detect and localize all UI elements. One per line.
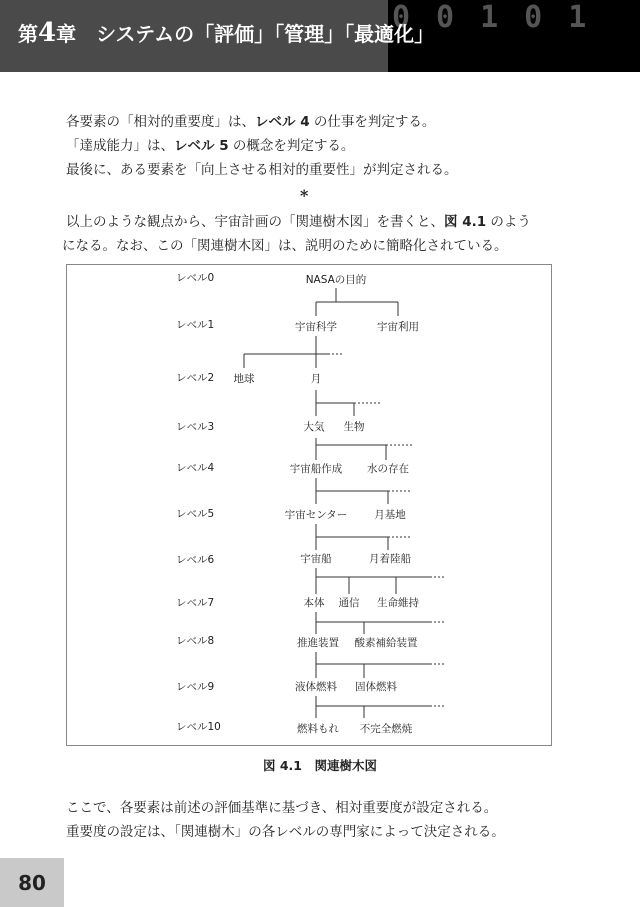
paragraph-3: 最後に、ある要素を「向上させる相対的重要性」が判定される。 xyxy=(66,162,458,178)
node-spacecraft-building: 宇宙船作成 xyxy=(289,463,343,475)
chapter-suffix: 章 xyxy=(56,22,77,46)
level-label-8: レベル8 xyxy=(176,635,215,647)
paragraph-6: 重要度の設定は、「関連樹木」の各レベルの専門家によって決定される。 xyxy=(66,824,505,840)
node-space-center: 宇宙センター xyxy=(284,509,348,521)
level-label-4: レベル4 xyxy=(176,462,215,474)
section-star: * xyxy=(300,186,309,205)
node-spaceship: 宇宙船 xyxy=(300,553,332,565)
p4-bold: 図 4.1 xyxy=(444,214,487,230)
tree-connectors xyxy=(244,288,444,718)
node-atmosphere: 大気 xyxy=(303,421,325,433)
p1-text-a: 各要素の「相対的重要度」は、 xyxy=(66,114,255,130)
relevance-tree-diagram xyxy=(66,264,552,746)
p4-text-b: のよう xyxy=(486,214,531,230)
node-solid-fuel: 固体燃料 xyxy=(355,681,397,693)
level-label-1: レベル1 xyxy=(176,319,215,331)
node-earth: 地球 xyxy=(233,373,255,385)
p1-text-b: の仕事を判定する。 xyxy=(309,114,436,130)
node-life: 生物 xyxy=(343,421,365,433)
node-fuel-leak: 燃料もれ xyxy=(297,723,339,735)
chapter-prefix: 第 xyxy=(18,22,38,46)
paragraph-4a xyxy=(66,210,566,234)
page-number: 80 xyxy=(0,858,64,907)
level-label-6: レベル6 xyxy=(176,554,215,566)
node-moon: 月 xyxy=(310,373,322,385)
node-liquid-fuel: 液体燃料 xyxy=(295,681,337,693)
chapter-number: 4 xyxy=(38,18,57,48)
p4-text-a: 以上のような観点から、宇宙計画の「関連樹木図」を書くと、 xyxy=(66,214,444,230)
node-nasa-goal: NASAの目的 xyxy=(305,274,367,286)
node-propulsion: 推進装置 xyxy=(297,637,339,649)
level-label-5: レベル5 xyxy=(176,508,215,520)
paragraph-4b: になる。なお、この「関連樹木図」は、説明のために簡略化されている。 xyxy=(62,238,508,254)
p2-bold: レベル 5 xyxy=(174,138,229,154)
level-label-0: レベル0 xyxy=(176,272,215,284)
paragraph-1 xyxy=(66,110,566,134)
node-space-science: 宇宙科学 xyxy=(295,321,337,333)
chapter-title xyxy=(18,18,434,48)
level-label-3: レベル3 xyxy=(176,421,215,433)
level-label-9: レベル9 xyxy=(176,681,215,693)
node-communication: 通信 xyxy=(338,597,360,609)
p2-text-b: の概念を判定する。 xyxy=(228,138,355,154)
node-space-utilization: 宇宙利用 xyxy=(377,321,419,333)
paragraph-5: ここで、各要素は前述の評価基準に基づき、相対重要度が設定される。 xyxy=(66,800,498,816)
figure-caption: 図 4.1 関連樹木図 xyxy=(263,758,377,773)
p2-text-a: 「達成能力」は、 xyxy=(66,138,174,154)
node-body: 本体 xyxy=(303,597,325,609)
level-label-10: レベル10 xyxy=(176,721,221,733)
paragraph-2 xyxy=(66,134,566,158)
binary-digits: 00101 xyxy=(392,0,613,35)
node-incomplete-combustion: 不完全燃焼 xyxy=(359,723,413,735)
level-label-2: レベル2 xyxy=(176,372,215,384)
node-oxygen-supply: 酸素補給装置 xyxy=(354,637,418,649)
chapter-title-text: システムの「評価」「管理」「最適化」 xyxy=(96,22,435,46)
node-lunar-lander: 月着陸船 xyxy=(369,553,411,565)
p1-bold: レベル 4 xyxy=(255,114,310,130)
level-label-7: レベル7 xyxy=(176,597,215,609)
node-life-support: 生命維持 xyxy=(377,597,419,609)
node-water-presence: 水の存在 xyxy=(367,463,409,475)
node-moon-base: 月基地 xyxy=(374,509,406,521)
